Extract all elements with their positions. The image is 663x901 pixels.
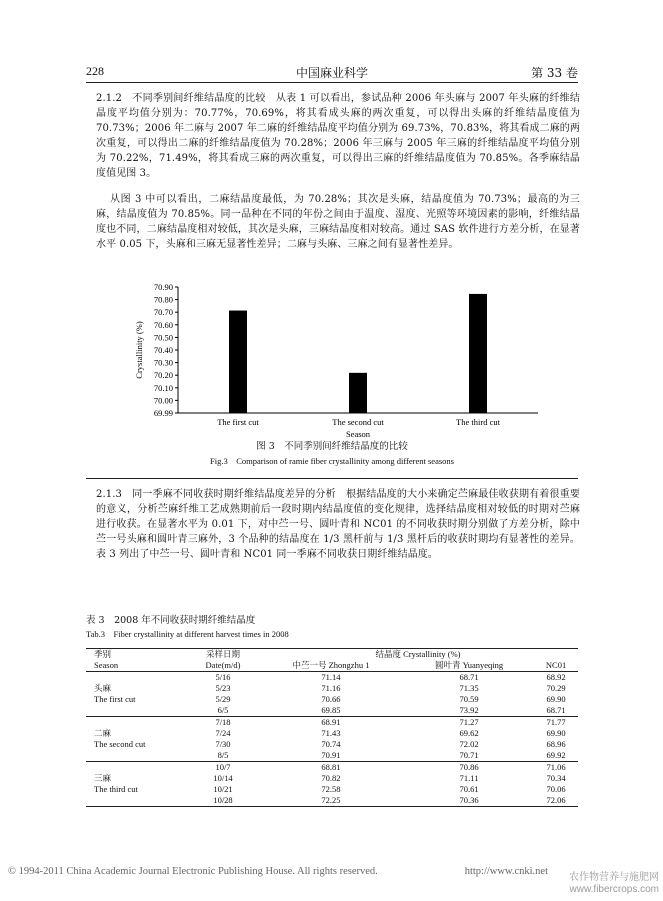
value-yuanyeqing: 71.27 [404, 717, 534, 729]
value-zhongzhu1: 71.14 [321, 672, 341, 682]
value-nc01: 68.92 [546, 672, 566, 682]
value-nc01: 68.71 [546, 705, 566, 715]
y-tick-label: 70.70 [153, 307, 173, 318]
value-yuanyeqing: 70.36 [404, 795, 534, 807]
table-row [86, 773, 578, 784]
x-tick-label: The first cut [217, 417, 259, 427]
watermark-url: www.fibercrops.com [569, 884, 659, 895]
y-tick-label: 70.20 [153, 370, 173, 381]
season-cn: 头麻 [94, 683, 112, 693]
header-rule [86, 82, 578, 83]
value-nc01: 70.06 [546, 784, 566, 794]
value-zhongzhu1: 72.58 [321, 784, 341, 794]
bar [349, 373, 367, 413]
y-tick-label: 70.80 [153, 294, 173, 305]
date-cell: 5/29 [215, 694, 231, 704]
header-variety-2: 圆叶青 Yuanyeqing [404, 660, 534, 672]
volume-label: 第 33 卷 [531, 66, 578, 80]
header-season-en: Season [86, 660, 188, 672]
season-cell [86, 705, 188, 717]
table-caption-cn: 表 3 2008 年不同收获时期纤维结晶度 [86, 615, 256, 626]
value-yuanyeqing: 72.02 [459, 739, 479, 749]
value-zhongzhu1: 70.74 [321, 739, 341, 749]
value-zhongzhu1: 69.85 [321, 705, 341, 715]
y-tick-label: 70.00 [153, 395, 173, 406]
page-number: 228 [86, 64, 104, 78]
cnki-link[interactable]: http://www.cnki.net [464, 866, 548, 877]
watermark-cn: 农作物营养与施肥网 [569, 872, 659, 883]
value-zhongzhu1: 70.66 [321, 694, 341, 704]
table-subheader-row [86, 660, 578, 672]
value-zhongzhu1: 71.43 [321, 728, 341, 738]
value-yuanyeqing: 70.59 [459, 694, 479, 704]
paragraph-2-1-3: 2.1.3 同一季麻不同收获时期纤维结晶度差异的分析 根据结晶度的大小来确定苎麻最佳收获期有着很重要的意义，分析苎麻纤维工艺成熟期前后一段时期内结晶度值的变化规律，选择结晶度相对较低的时期对苎麻进行收获。在显著水平为 0.01 下，对中苎一号、圆叶青和 NC01 的不同收获时期分别做了方差分析，除中苎一号头麻和圆叶青三麻外，3 个品种的结晶度在 1/3 黑杆前与 1/3 黑杆后的收获时期均有显著性的差异。表 3 列出了中苎一号、圆叶青和 NC01 同一季麻不同收获日期纤维结晶度。 [96, 489, 580, 560]
date-cell: 10/21 [213, 784, 233, 794]
value-zhongzhu1: 72.25 [258, 795, 404, 807]
copyright-notice: © 1994-2011 China Academic Journal Electronic Publishing House. All rights reserved. [8, 866, 378, 877]
value-yuanyeqing: 68.71 [459, 672, 479, 682]
y-tick-label: 70.50 [153, 332, 173, 343]
table-3 [86, 648, 578, 807]
header-season-cn: 季别 [86, 649, 188, 661]
x-tick-label: The second cut [332, 417, 384, 427]
value-nc01: 71.77 [534, 717, 578, 729]
date-cell: 7/24 [215, 728, 231, 738]
bar-chart [130, 275, 550, 445]
page-footer [8, 866, 658, 880]
figure-3-chart [130, 275, 550, 449]
table-row [86, 728, 578, 739]
y-tick-label: 70.10 [153, 382, 173, 393]
paragraph-2-1-2: 2.1.2 不同季别间纤维结晶度的比较 从表 1 可以看出，参试品种 2006 年头麻与 2007 年头麻的纤维结晶度平均值分别为：70.77%，70.69%，将其看成头麻的两次重复，可以得出头麻的纤维结晶度值为 70.73%；2006 年二麻与 2007 年二麻的纤维结晶度平均值分别为 69.73%，70.83%，将其看成二麻的两次重复，可以得出二麻的纤维结晶度值为 70.28%；2006 年三麻与 2005 年三麻的纤维结晶度平均值分别为 70.22%，71.49%，将其看成三麻的两次重复，可以得出三麻的纤维结晶度值为 70.85%。各季麻结晶度值见图 3。 [96, 93, 581, 179]
value-zhongzhu1: 71.16 [321, 683, 341, 693]
figure-caption-cn: 图 3 不同季别间纤维结晶度的比较 [256, 441, 408, 452]
value-zhongzhu1: 68.81 [258, 762, 404, 774]
season-en: The first cut [94, 694, 136, 704]
season-en: The third cut [94, 784, 138, 794]
table-row [86, 717, 578, 729]
paragraph-fig3-discussion: 从图 3 中可以看出，二麻结晶度最低，为 70.28%；其次是头麻，结晶度值为 70.73%；最高的为三麻，结晶度值为 70.85%。同一品种在不同的年份之间由于温度、湿度、光照等环境因素的影响，纤维结晶度也不同，二麻结晶度相对较低，其次是头麻，三麻结晶度相对较高。通过 SAS 软件进行方差分析，在显著水平 0.05 下，头麻和三麻无显著性差异；二麻与头麻、三麻之间有显著性差异。 [96, 194, 580, 250]
table-caption-en: Tab.3 Fiber crystallinity at different harvest times in 2008 [86, 629, 289, 639]
value-yuanyeqing: 71.11 [459, 773, 479, 783]
value-nc01: 70.34 [546, 773, 566, 783]
value-yuanyeqing: 73.92 [459, 705, 479, 715]
date-cell: 6/5 [217, 705, 229, 715]
header-crystallinity: 结晶度 Crystallinity (%) [258, 649, 578, 661]
season-cell [86, 672, 188, 684]
value-nc01: 69.90 [546, 728, 566, 738]
value-nc01: 68.96 [546, 739, 566, 749]
table-header-row [86, 649, 578, 661]
bar [469, 294, 487, 413]
y-tick-label: 70.90 [153, 282, 173, 292]
value-yuanyeqing: 70.71 [459, 750, 479, 760]
table-row [86, 672, 578, 684]
x-tick-label: The third cut [456, 417, 500, 427]
value-yuanyeqing: 70.61 [459, 784, 479, 794]
value-nc01: 69.92 [546, 750, 566, 760]
date-cell: 7/30 [215, 739, 231, 749]
y-tick-label: 70.30 [153, 357, 173, 368]
table-row [86, 784, 578, 795]
season-cell [86, 750, 188, 762]
date-cell: 7/18 [188, 717, 258, 729]
date-cell: 10/7 [188, 762, 258, 774]
value-yuanyeqing: 70.86 [404, 762, 534, 774]
value-nc01: 71.06 [534, 762, 578, 774]
x-axis-label: Season [345, 429, 371, 439]
y-tick-label: 70.40 [153, 345, 173, 355]
table-row [86, 795, 578, 807]
value-zhongzhu1: 68.91 [258, 717, 404, 729]
season-en: The second cut [94, 739, 146, 749]
table-row [86, 683, 578, 694]
season-cell [86, 717, 188, 729]
section-rule [86, 478, 578, 479]
date-cell: 10/14 [213, 773, 233, 783]
value-zhongzhu1: 70.91 [321, 750, 341, 760]
season-cell [86, 795, 188, 807]
date-cell: 8/5 [217, 750, 229, 760]
value-nc01: 70.29 [546, 683, 566, 693]
season-cn: 三麻 [94, 773, 112, 783]
table-row [86, 694, 578, 705]
header-date-cn: 采样日期 [188, 649, 258, 661]
header-variety-3: NC01 [534, 660, 578, 672]
table-row [86, 762, 578, 774]
table-row [86, 705, 578, 717]
header-date-en: Date(m/d) [188, 660, 258, 672]
table-row [86, 750, 578, 762]
season-cn: 二麻 [94, 728, 112, 738]
value-nc01: 69.90 [546, 694, 566, 704]
date-cell: 5/16 [215, 672, 231, 682]
date-cell: 5/23 [215, 683, 231, 693]
figure-caption-en: Fig.3 Comparison of ramie fiber crystallinity among different seasons [210, 456, 454, 466]
date-cell: 10/28 [188, 795, 258, 807]
running-header [86, 64, 578, 82]
value-yuanyeqing: 71.35 [459, 683, 479, 693]
journal-title: 中国麻业科学 [295, 66, 368, 80]
header-variety-1: 中苎一号 Zhongzhu 1 [258, 660, 404, 672]
table-row [86, 739, 578, 750]
value-nc01: 72.06 [534, 795, 578, 807]
bar [229, 311, 247, 413]
y-tick-label: 70.60 [153, 319, 173, 330]
value-yuanyeqing: 69.62 [459, 728, 479, 738]
y-tick-label: 69.99 [153, 408, 173, 418]
season-cell [86, 762, 188, 774]
value-zhongzhu1: 70.82 [321, 773, 341, 783]
y-axis-label: Crystallinity (%) [134, 321, 144, 379]
